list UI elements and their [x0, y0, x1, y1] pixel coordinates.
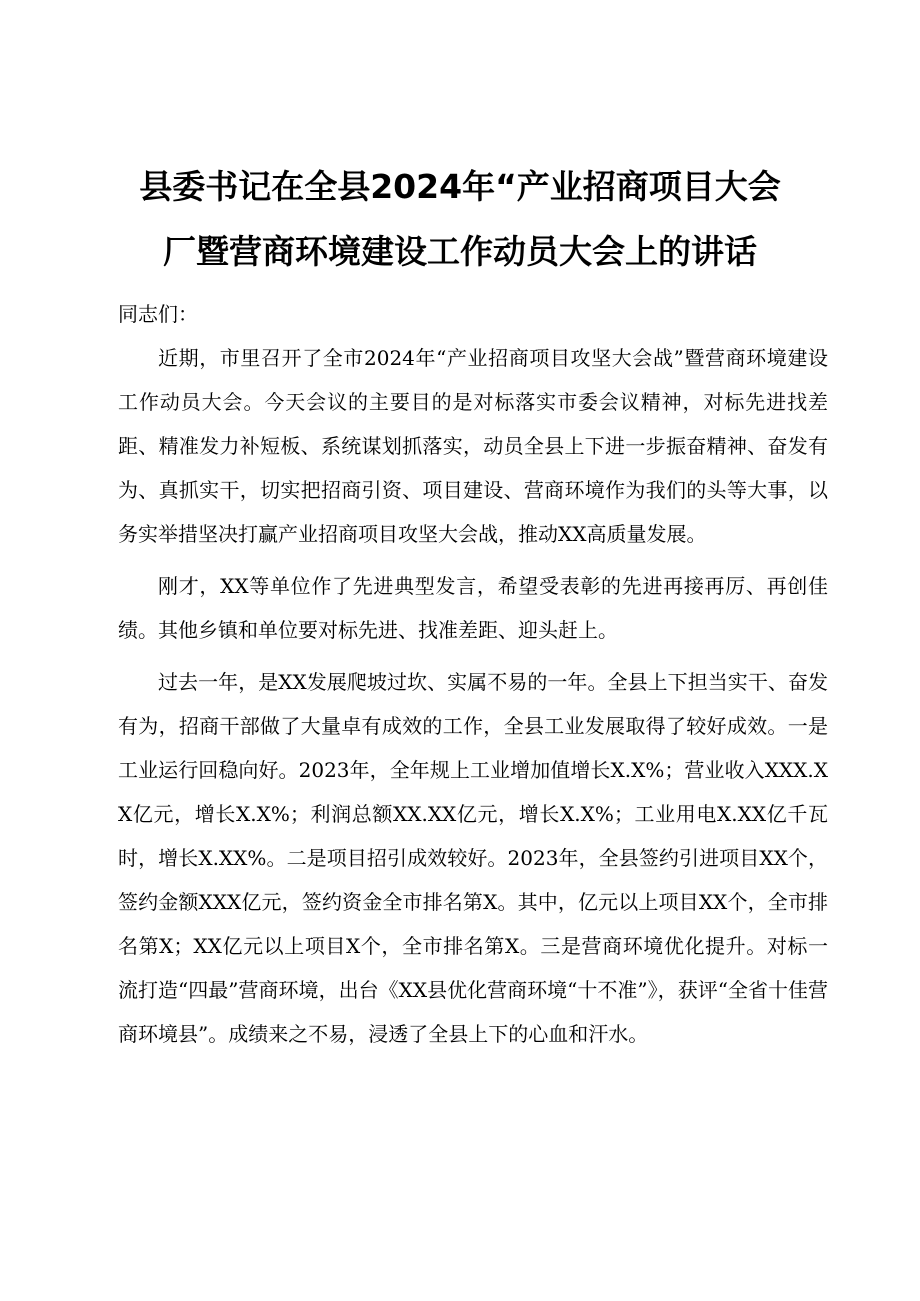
document-body: [118, 292, 828, 1064]
salutation: 同志们：: [118, 302, 198, 326]
paragraph-2: 刚才，XX等单位作了先进典型发言，希望受表彰的先进再接再厉、再创佳绩。其他乡镇和单位要对标先进、找准差距、迎头赶上。: [118, 574, 828, 642]
paragraph-3: 过去一年，是XX发展爬坡过坎、实属不易的一年。全县上下担当实干、奋发有为，招商干部做了大量卓有成效的工作，全县工业发展取得了较好成效。一是工业运行回稳向好。2023年，全年规上工业增加值增长X.X%；营业收入XXX.XX亿元，增长X.X%；利润总额XX.XX亿元，增长X.X%；工业用电X.XX亿千瓦时，增长X.XX%。二是项目招引成效较好。2023年，全县签约引进项目XX个，签约金额XXX亿元，签约资金全市排名第X。其中，亿元以上项目XX个，全市排名第X；XX亿元以上项目X个，全市排名第X。三是营商环境优化提升。对标一流打造“四最”营商环境，出台《XX县优化营商环境“十不准”》，获评“全省十佳营商环境县”。成绩来之不易，浸透了全县上下的心血和汗水。: [118, 670, 828, 1046]
document-title-line-1: 县委书记在全县2024年“产业招商项目大会: [139, 167, 781, 206]
paragraph-1: 近期，市里召开了全市2024年“产业招商项目攻坚大会战”暨营商环境建设工作动员大会。今天会议的主要目的是对标落实市委会议精神，对标先进找差距、精准发力补短板、系统谋划抓落实，动员全县上下进一步振奋精神、奋发有为、真抓实干，切实把招商引资、项目建设、营商环境作为我们的头等大事，以务实举措坚决打赢产业招商项目攻坚大会战，推动XX高质量发展。: [118, 346, 828, 546]
document-title-line-2: 厂暨营商环境建设工作动员大会上的讲话: [163, 232, 757, 271]
